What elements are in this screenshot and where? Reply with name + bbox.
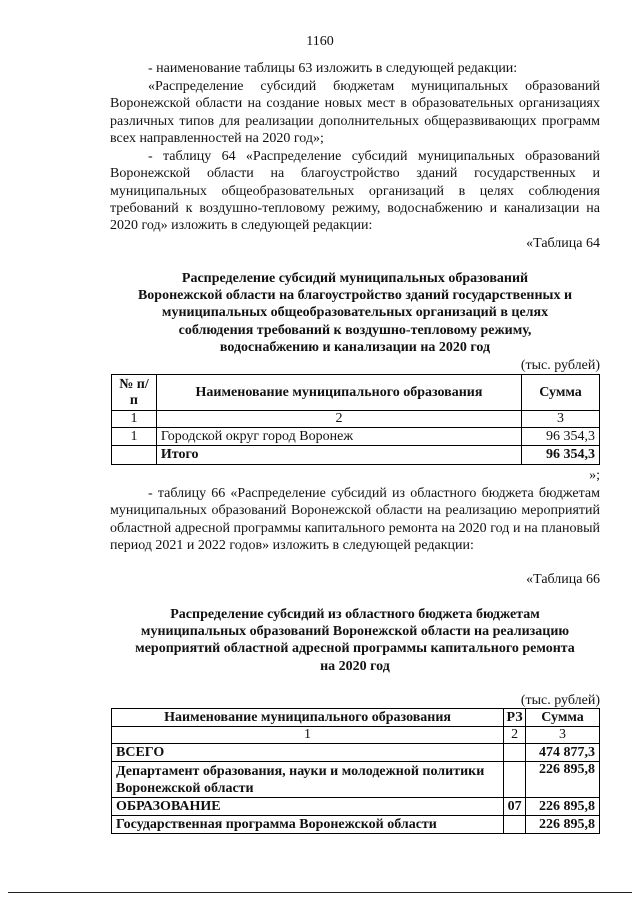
table66-row-sum: 474 877,3: [526, 744, 600, 762]
table64-header-row: [112, 375, 600, 411]
table64-total-sum: 96 354,3: [522, 446, 600, 465]
table66-title-line: мероприятий областной адресной программы капитального ремонта: [135, 641, 575, 657]
table-row: [112, 428, 600, 446]
table64-unit: (тыс. рублей): [520, 358, 600, 373]
table66-row-name: ВСЕГО: [112, 744, 504, 762]
table66-row-rz: 07: [504, 798, 526, 816]
table66-row-sum: 226 895,8: [526, 798, 600, 816]
table64-total-label: Итого: [156, 446, 521, 465]
intro-paragraph-1: «Распределение субсидий бюджетам муниципальных образований Воронежской области на создание новых мест в образовательных организациях различных типов для реализации дополнительных общеразвивающих программ всех направленностей на 2020 год»;: [110, 79, 600, 146]
table66-title-line: на 2020 год: [320, 658, 390, 674]
table64-total-row: [112, 446, 600, 465]
table66-title-line: муниципальных образований Воронежской области на реализацию: [140, 624, 570, 640]
table64-title-line: соблюдения требований к воздушно-тепловому режиму,: [178, 322, 532, 338]
table66-label: «Таблица 66: [526, 572, 600, 587]
table66-title-line: Распределение субсидий из областного бюджета бюджетам: [170, 607, 540, 622]
table66-index-cell: 3: [526, 727, 600, 744]
table64-row-num: 1: [112, 428, 157, 446]
table64-header-num: № п/п: [112, 375, 157, 411]
table64-title-line: муниципальных общеобразовательных организаций в целях: [161, 305, 549, 321]
table64-title-line: Распределение субсидий муниципальных образований: [181, 271, 529, 286]
table64-total-empty: [112, 446, 157, 465]
table64-header-name: Наименование муниципального образования: [156, 375, 521, 411]
table-row: [112, 744, 600, 762]
table-row: [112, 762, 600, 798]
table66-header-sum: Сумма: [526, 709, 600, 727]
table64-index-cell: 2: [156, 411, 521, 428]
table64-row-name: Городской округ город Воронеж: [156, 428, 521, 446]
table64-index-row: [112, 411, 600, 428]
table66-row-rz: [504, 816, 526, 834]
table64-closing: »;: [589, 468, 600, 483]
table66-row-sum: 226 895,8: [526, 762, 600, 798]
intro-line: - наименование таблицы 63 изложить в следующей редакции:: [148, 61, 518, 76]
table66-title: [110, 606, 600, 675]
table64-index-cell: 3: [522, 411, 600, 428]
table-row: [112, 816, 600, 834]
table66-header-name: Наименование муниципального образования: [112, 709, 504, 727]
table66-index-cell: 2: [504, 727, 526, 744]
table64-title-line: водоснабжению и канализации на 2020 год: [219, 339, 491, 355]
table-row: [112, 798, 600, 816]
table66-row-rz: [504, 762, 526, 798]
table64-label: «Таблица 64: [526, 236, 600, 251]
table66-row-name: Департамент образования, науки и молодежной политики Воронежской области: [112, 762, 504, 798]
intro-paragraph-2: - таблицу 64 «Распределение субсидий муниципальных образований Воронежской области на благоустройство зданий государственных и муниципальных общеобразовательных организаций в целях соблюдения требований к воздушно-тепловому режиму, водоснабжению и канализации на 2020 год» изложить в следующей редакции:: [110, 149, 600, 234]
table66-header-rz: РЗ: [504, 709, 526, 727]
table66-row-name: Государственная программа Воронежской области: [112, 816, 504, 834]
table66-row-sum: 226 895,8: [526, 816, 600, 834]
table64-header-sum: Сумма: [522, 375, 600, 411]
table66-index-row: [112, 727, 600, 744]
table66-unit: (тыс. рублей): [520, 693, 600, 708]
table66-index-cell: 1: [112, 727, 504, 744]
page-number: 1160: [306, 34, 334, 49]
table66-row-name: ОБРАЗОВАНИЕ: [112, 798, 504, 816]
table66-row-rz: [504, 744, 526, 762]
table64-title-line: Воронежской области на благоустройство зданий государственных и: [137, 288, 573, 304]
table66: [111, 708, 600, 834]
table64-index-cell: 1: [112, 411, 157, 428]
table64: [111, 374, 600, 465]
table64-title: [110, 270, 600, 356]
table64-row-sum: 96 354,3: [522, 428, 600, 446]
paragraph-3: - таблицу 66 «Распределение субсидий из областного бюджета бюджетам муниципальных образований Воронежской области на реализацию мероприятий областной адресной программы капитального ремонта на 2020 год и на плановый период 2021 и 2022 годов» изложить в следующей редакции:: [110, 486, 600, 553]
table66-header-row: [112, 709, 600, 727]
page-bottom-divider: [8, 892, 632, 893]
